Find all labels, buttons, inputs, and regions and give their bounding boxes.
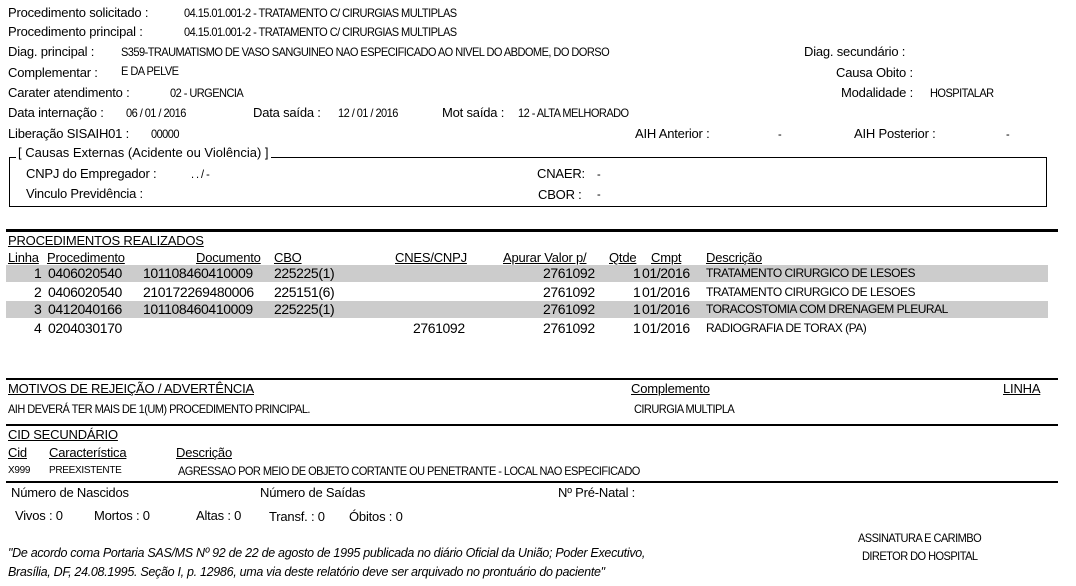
col-apurar: Apurar Valor p/: [503, 250, 587, 265]
cell-cmpt: 01/2016: [642, 265, 690, 281]
cell-cbo: 225225(1): [274, 301, 335, 317]
col-cbo: CBO: [274, 250, 302, 265]
cell-qtde: 1: [633, 320, 641, 336]
data-saida-label: Data saída :: [253, 105, 321, 120]
assinatura-label: ASSINATURA E CARIMBO: [858, 531, 982, 545]
cell-apurar: 2761092: [543, 320, 595, 336]
cell-apurar: 2761092: [543, 301, 595, 317]
proc-principal-label: Procedimento principal :: [8, 24, 143, 39]
cnaer-value: -: [597, 167, 601, 181]
proc-principal-value: 04.15.01.001-2 - TRATAMENTO C/ CIRURGIAS MULTIPLAS: [184, 25, 457, 39]
diag-principal-label: Diag. principal :: [8, 44, 95, 59]
procedimentos-title: PROCEDIMENTOS REALIZADOS: [8, 233, 204, 248]
cnaer-label: CNAER:: [537, 166, 585, 181]
cid-desc-header: Descrição: [176, 445, 232, 460]
col-cmpt: Cmpt: [651, 250, 682, 265]
col-linha: Linha: [8, 250, 39, 265]
motivo-text: AIH DEVERÁ TER MAIS DE 1(UM) PROCEDIMENTO PRINCIPAL.: [8, 402, 310, 416]
cell-cnes: 2761092: [413, 320, 465, 336]
cid-title: CID SECUNDÁRIO: [8, 427, 118, 442]
cell-linha: 3: [34, 301, 42, 317]
vivos: Vivos : 0: [15, 508, 63, 523]
carater-value: 02 - URGENCIA: [170, 86, 244, 100]
cell-qtde: 1: [633, 284, 641, 300]
modalidade-value: HOSPITALAR: [930, 86, 994, 100]
cid-caract: PREEXISTENTE: [49, 465, 122, 476]
transf: Transf. : 0: [269, 509, 325, 524]
cell-documento: 210172269480006: [143, 284, 254, 300]
aih-posterior-label: AIH Posterior :: [854, 126, 936, 141]
vinculo-label: Vinculo Previdência :: [26, 186, 143, 201]
data-saida-value: 12 / 01 / 2016: [338, 106, 398, 120]
liberacao-label: Liberação SISAIH01 :: [8, 126, 130, 141]
diag-secundario-label: Diag. secundário :: [804, 44, 906, 59]
cell-descricao: TORACOSTOMIA COM DRENAGEM PLEURAL: [706, 302, 948, 316]
cell-procedimento: 0406020540: [48, 284, 122, 300]
diretor-label: DIRETOR DO HOSPITAL: [862, 549, 978, 563]
causas-externas-title: [ Causas Externas (Acidente ou Violência) ]: [18, 145, 269, 160]
proc-solicitado-label: Procedimento solicitado :: [8, 5, 149, 20]
complementar-value: E DA PELVE: [121, 64, 179, 78]
cell-cbo: 225225(1): [274, 265, 335, 281]
proc-solicitado-value: 04.15.01.001-2 - TRATAMENTO C/ CIRURGIAS MULTIPLAS: [184, 6, 457, 20]
motivos-linha-header: LINHA: [1003, 381, 1041, 396]
cid-caract-header: Característica: [49, 445, 127, 460]
cell-documento: 101108460410009: [143, 301, 253, 317]
cbor-value: -: [597, 187, 601, 201]
cnpj-label: CNPJ do Empregador :: [26, 166, 157, 181]
aih-anterior-value: -: [778, 127, 782, 141]
diag-principal-value: S359-TRAUMATISMO DE VASO SANGUINEO NAO ESPECIFICADO AO NIVEL DO ABDOME, DO DORSO: [121, 45, 610, 59]
divider: [6, 424, 1058, 426]
data-internacao-label: Data internação :: [8, 105, 104, 120]
cell-qtde: 1: [633, 265, 641, 281]
data-internacao-value: 06 / 01 / 2016: [126, 106, 186, 120]
cell-documento: 101108460410009: [143, 265, 253, 281]
portaria-line-2: Brasília, DF, 24.08.1995. Seção I, p. 12986, uma via deste relatório deve ser arquivado no prontuário do paciente": [8, 565, 605, 579]
motivo-complemento: CIRURGIA MULTIPLA: [634, 402, 735, 416]
obitos: Óbitos : 0: [349, 509, 403, 524]
col-qtde: Qtde: [609, 250, 637, 265]
cell-descricao: RADIOGRAFIA DE TORAX (PA): [706, 321, 867, 335]
cnpj-value: . . / -: [191, 167, 210, 181]
divider: [6, 378, 1058, 380]
liberacao-value: 00000: [151, 127, 179, 141]
cell-descricao: TRATAMENTO CIRURGICO DE LESOES: [706, 266, 916, 280]
cell-qtde: 1: [633, 301, 641, 317]
mot-saida-label: Mot saída :: [442, 105, 505, 120]
cell-procedimento: 0412040166: [48, 301, 122, 317]
altas: Altas : 0: [196, 508, 242, 523]
complementar-label: Complementar :: [8, 65, 98, 80]
cell-linha: 2: [34, 284, 42, 300]
carater-label: Carater atendimento :: [8, 85, 130, 100]
aih-posterior-value: -: [1006, 127, 1010, 141]
mot-saida-value: 12 - ALTA MELHORADO: [518, 106, 629, 120]
col-cnes: CNES/CNPJ: [395, 250, 467, 265]
cell-linha: 1: [34, 265, 42, 281]
col-descricao: Descrição: [706, 250, 762, 265]
cell-cmpt: 01/2016: [642, 284, 690, 300]
cell-procedimento: 0204030170: [48, 320, 122, 336]
prenatal-label: Nº Pré-Natal :: [558, 485, 636, 500]
motivos-title: MOTIVOS DE REJEIÇÃO / ADVERTÊNCIA: [8, 381, 254, 396]
modalidade-label: Modalidade :: [841, 85, 914, 100]
cid-header: Cid: [8, 445, 27, 460]
cbor-label: CBOR :: [538, 187, 582, 202]
mortos: Mortos : 0: [94, 508, 150, 523]
cell-cmpt: 01/2016: [642, 320, 690, 336]
nascidos-label: Número de Nascidos: [11, 485, 129, 500]
motivos-complemento-header: Complemento: [631, 381, 710, 396]
col-documento: Documento: [196, 250, 261, 265]
cid-desc: AGRESSAO POR MEIO DE OBJETO CORTANTE OU PENETRANTE - LOCAL NAO ESPECIFICADO: [178, 464, 640, 478]
causa-obito-label: Causa Obito :: [836, 65, 913, 80]
cell-linha: 4: [34, 320, 42, 336]
cell-cbo: 225151(6): [274, 284, 335, 300]
cell-apurar: 2761092: [543, 284, 595, 300]
divider: [6, 481, 1058, 483]
causas-externas-box: [9, 157, 1047, 207]
cell-apurar: 2761092: [543, 265, 595, 281]
col-procedimento: Procedimento: [47, 250, 125, 265]
cell-cmpt: 01/2016: [642, 301, 690, 317]
cid-code: X999: [8, 465, 31, 476]
cell-procedimento: 0406020540: [48, 265, 122, 281]
portaria-line-1: "De acordo coma Portaria SAS/MS Nº 92 de 22 de agosto de 1995 publicada no diário Oficial da União; Poder Executivo,: [8, 546, 646, 560]
saidas-label: Número de Saídas: [260, 485, 366, 500]
cell-descricao: TRATAMENTO CIRURGICO DE LESOES: [706, 285, 916, 299]
divider: [6, 229, 1058, 232]
aih-anterior-label: AIH Anterior :: [635, 126, 710, 141]
